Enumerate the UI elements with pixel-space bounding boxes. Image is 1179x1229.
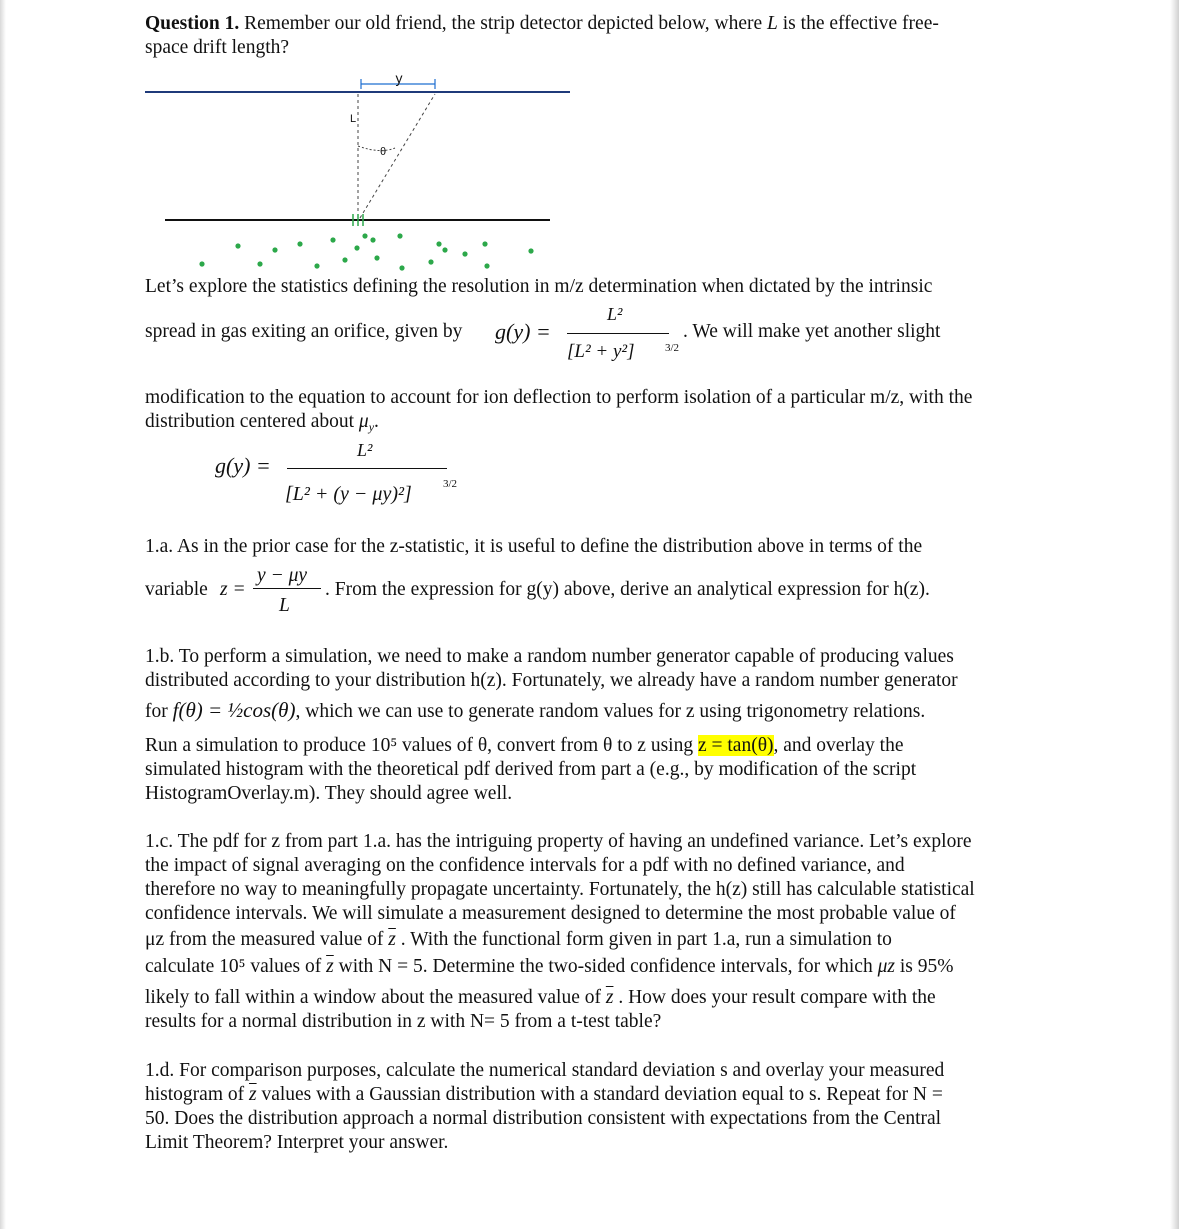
page-shadow-right [1170, 0, 1179, 1229]
gas-particles [199, 233, 533, 270]
y-label: y [395, 70, 403, 86]
part-d-line-4: Limit Theorem? Interpret your answer. [145, 1132, 449, 1153]
strip-detector-diagram [145, 68, 575, 283]
explore-line-1: Let’s explore the statistics defining the resolution in m/z determination when dictated by the intrinsic [145, 276, 933, 297]
L-label: L [350, 113, 357, 125]
part-c-line-8: results for a normal distribution in z with N= 5 from a t-test table? [145, 1011, 662, 1032]
question-intro: Question 1. Remember our old friend, the strip detector depicted below, where L is the effective free- space drift length? [145, 13, 939, 58]
explore-line-2: spread in gas exiting an orifice, given by g(y) = L² [L² + y²] 3/2 . We will make yet another slight [145, 300, 1040, 372]
part-d-line-1: 1.d. For comparison purposes, calculate the numerical standard deviation s and overlay your measured [145, 1060, 945, 1081]
part-b-line-6: HistogramOverlay.m). They should agree well. [145, 783, 513, 804]
diagonal-dashed-line [360, 94, 435, 218]
part-c-line-4: confidence intervals. We will simulate a measurement designed to determine the most probable value of [145, 903, 956, 924]
mu-z: μz [877, 956, 895, 977]
part-b-line-3: for f(θ) = ½cos(θ), which we can use to generate random values for z using trigonometry relations. [145, 698, 926, 722]
z-bar: $\overline{z}$ [388, 929, 396, 950]
part-a-line-1: 1.a. As in the prior case for the z-statistic, it is useful to define the distribution above in terms of the [145, 536, 923, 557]
equation-g-simple: g(y) = L² [L² + y²] 3/2 [495, 304, 680, 362]
part-d-line-3: 50. Does the distribution approach a normal distribution consistent with expectations from the Central [145, 1108, 942, 1129]
part-b-line-4: Run a simulation to produce 10⁵ values of θ, convert from θ to z using z = tan(θ), and overlay the [145, 735, 904, 756]
part-c-line-3: therefore no way to meaningfully propagate uncertainty. Fortunately, the h(z) still has calculable statistical [145, 879, 975, 900]
equation-g-shifted: g(y) = L² [L² + (y − μy)²] 3/2 [215, 440, 458, 505]
part-b-line-1: 1.b. To perform a simulation, we need to make a random number generator capable of producing values [145, 646, 954, 667]
theta-label: θ [380, 146, 387, 158]
part-b-line-5: simulated histogram with the theoretical pdf derived from part a (e.g., by modification of the script [145, 759, 917, 780]
part-c-line-2: the impact of signal averaging on the confidence intervals for a pdf with no defined variance, and [145, 855, 905, 876]
part-c-line-6: calculate 10⁵ values of $\overline{z}$ with N = 5. Determine the two-sided confidence intervals, for which μz is 95% [145, 956, 954, 977]
part-d-line-2: histogram of $\overline{z}$ values with a Gaussian distribution with a standard deviation equal to s. Repeat for N = [145, 1084, 943, 1105]
page-shadow-left [0, 0, 6, 1229]
question-heading: Question 1. [145, 13, 240, 34]
part-c-line-1: 1.c. The pdf for z from part 1.a. has the intriguing property of having an undefined variance. Let’s explore [145, 831, 972, 852]
theta-arc [358, 146, 395, 151]
part-a-line-2: variable z = y − μy L . From the expression for g(y) above, derive an analytical expression for h(z). [145, 565, 930, 616]
part-c-line-7: likely to fall within a window about the measured value of $\overline{z}$ . How does your result compare with the [145, 987, 936, 1008]
part-c-line-5: μz from the measured value of $\overline{z}$ . With the functional form given in part 1.a, run a simulation to [145, 929, 892, 950]
explore-line-4: distribution centered about $\mu_y$. [145, 411, 379, 434]
highlighted-equation: z = tan(θ) [697, 735, 774, 756]
explore-line-3: modification to the equation to account for ion deflection to perform isolation of a particular m/z, with the [145, 387, 973, 408]
part-b-line-2: distributed according to your distribution h(z). Fortunately, we already have a random number generator [145, 670, 958, 691]
